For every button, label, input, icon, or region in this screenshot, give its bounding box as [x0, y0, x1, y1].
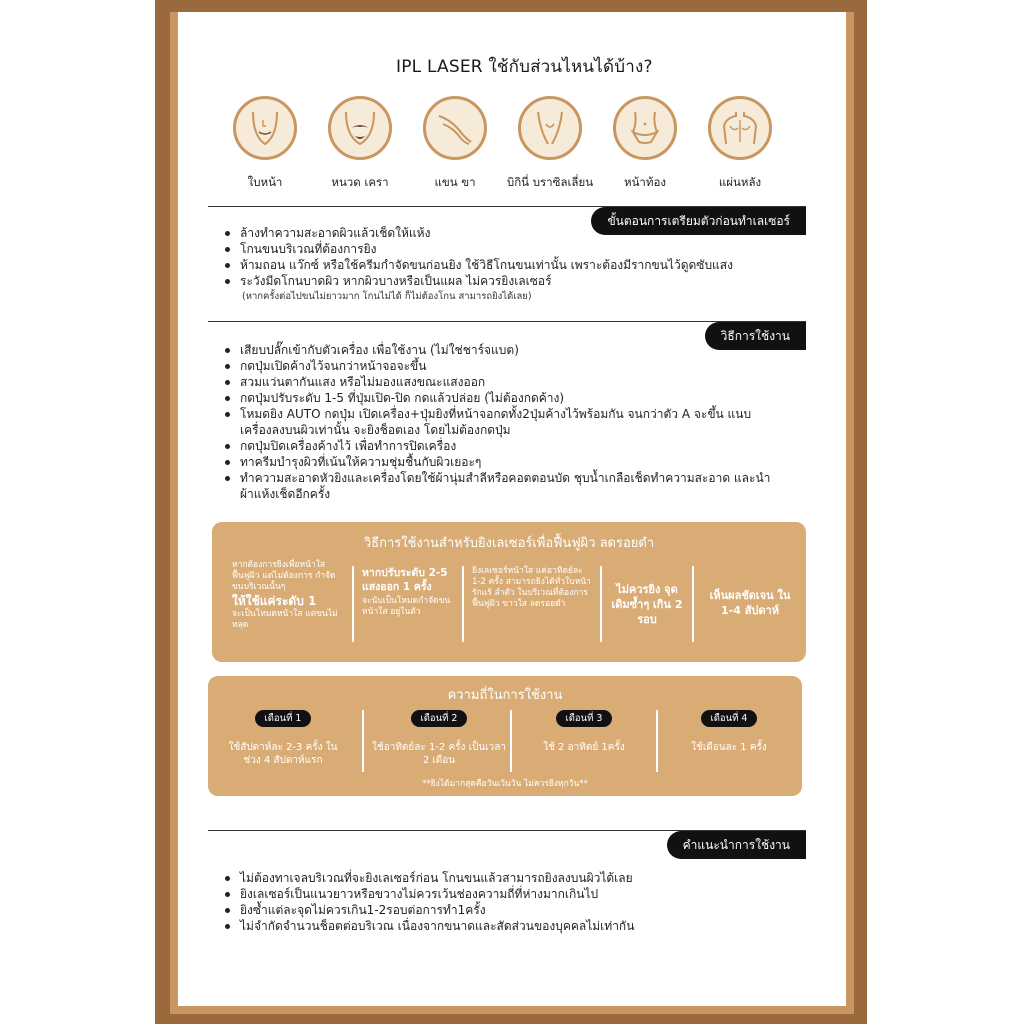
list-item: ห้ามถอน แว๊กซ์ หรือใช้ครีมกำจัดขนก่อนยิง ใช้วิธีโกนขนเท่านั้น เพราะต้องมีรากขนไว้ดูดซับแสง [222, 257, 733, 273]
rejuvenation-card [212, 522, 806, 662]
column-divider [600, 566, 602, 642]
column-divider [692, 566, 694, 642]
list-item: กดปุ่มปรับระดับ 1-5 ที่ปุ่มเปิด-ปิด กดแล้วปล่อย (ไม่ต้องกดค้าง) [222, 390, 777, 406]
month-col-1 [222, 710, 344, 767]
area-label: แขน ขา [434, 175, 476, 189]
abdomen-icon [613, 96, 677, 160]
area-label: ใบหน้า [247, 175, 283, 189]
prep-tag: ขั้นตอนการเตรียมตัวก่อนทำเลเซอร์ [591, 207, 806, 235]
column-divider [362, 710, 364, 772]
list-item: โกนขนบริเวณที่ต้องการยิง [222, 241, 733, 257]
column-divider [352, 566, 354, 642]
column-divider [462, 566, 464, 642]
beard-icon [328, 96, 392, 160]
list-item: ยิงซ้ำแต่ละจุดไม่ควรเกิน1-2รอบต่อการทำ1ครั้ง [222, 902, 634, 918]
prep-list [222, 225, 733, 305]
month-pill: เดือนที่ 3 [556, 710, 613, 727]
column-divider [656, 710, 658, 772]
area-label: บิกินี่ บราซิลเลี่ยน [506, 175, 594, 189]
rejuv-col3: ยิงเลเซอร์หน้าใส แค่อาทิตย์ละ 1-2 ครั้ง สามารถยิงได้ทั่วใบหน้า รักแร้ ลำตัว ในบริเวณที่ต้องการฟื้นฟูผิว ขาวใส ลดรอยดำ [472, 566, 591, 609]
area-face [225, 96, 305, 196]
advice-list [222, 870, 634, 934]
list-item: ทาครีมบำรุงผิวที่เน้นให้ความชุ่มชื้นกับผิวเยอะๆ [222, 454, 777, 470]
list-item: ยิงเลเซอร์เป็นแนวยาวหรือขวางไม่ควรเว้นช่องความถี่ที่ห่างมากเกินไป [222, 886, 634, 902]
rejuv-col2-small: จะนับเป็นโหมดกำจัดขนหน้าใส อยู่ในตัว [362, 596, 451, 617]
face-icon [233, 96, 297, 160]
month-text: ใช้สัปดาห์ละ 2-3 ครั้ง ในช่วง 4 สัปดาห์แรก [228, 742, 338, 766]
list-item: กดปุ่มปิดเครื่องค้างไว้ เพื่อทำการปิดเครื่อง [222, 438, 777, 454]
page-title: IPL LASER ใช้กับส่วนไหนได้บ้าง? [396, 57, 653, 77]
rejuv-col2-big: หากปรับระดับ 2-5 แสงออก 1 ครั้ง [362, 567, 448, 593]
list-item: กดปุ่มเปิดค้างไว้จนกว่าหน้าจอจะขึ้น [222, 358, 777, 374]
list-item: ทำความสะอาดหัวยิงและเครื่องโดยใช้ผ้านุ่มสำลีหรือคอตตอนบัด ชุบน้ำเกลือเช็ดทำความสะอาด และนำผ้าแห้งเช็ดอีกครั้ง [222, 470, 777, 502]
month-text: ใช้เดือนละ 1 ครั้ง [691, 742, 767, 753]
area-bikini [506, 96, 594, 196]
area-label: หน้าท้อง [623, 175, 666, 189]
frequency-title: ความถี่ในการใช้งาน [447, 688, 563, 703]
rejuv-col-1 [232, 560, 344, 631]
frequency-card [208, 676, 802, 796]
area-label: หนวด เครา [331, 175, 389, 189]
list-item: ระวังมีดโกนบาดผิว หากผิวบางหรือเป็นแผล ไม่ควรยิงเลเซอร์ [222, 273, 733, 289]
list-item: ไม่ต้องทาเจลบริเวณที่จะยิงเลเซอร์ก่อน โกนขนแล้วสามารถยิงลงบนผิวได้เลย [222, 870, 634, 886]
list-item: สวมแว่นตากันแสง หรือไม่มองแสงขณะแสงออก [222, 374, 777, 390]
list-item: เสียบปลั๊กเข้ากับตัวเครื่อง เพื่อใช้งาน (ไม่ใช่ชาร์จแบต) [222, 342, 777, 358]
month-text: ใช้ 2 อาทิตย์ 1ครั้ง [543, 742, 625, 753]
area-back [700, 96, 780, 196]
list-item: ล้างทำความสะอาดผิวแล้วเช็ดให้แห้ง [222, 225, 733, 241]
back-icon [708, 96, 772, 160]
rejuv-col5: เห็นผลชัดเจน ใน 1-4 สัปดาห์ [709, 589, 791, 617]
prep-note: (หากครั้งต่อไปขนไม่ยาวมาก โกนไม่ได้ ก็ไม่ต้องโกน สามารถยิงได้เลย) [242, 291, 532, 302]
month-pill: เดือนที่ 1 [255, 710, 312, 727]
area-label: แผ่นหลัง [718, 175, 762, 189]
month-pill: เดือนที่ 2 [411, 710, 468, 727]
rejuv-col1-big: ให้ใช้แค่ระดับ 1 [232, 594, 317, 608]
rejuv-col1-small: หากต้องการยิงเพื่อหน้าใส ฟื้นฟูผิว แต่ไม่ต้องการ กำจัดขนบริเวณนั้นๆ [232, 560, 336, 592]
rejuv-col1-after: จะเป็นโหมดหน้าใส แต่ขนไม่หลุด [232, 609, 338, 630]
column-divider [510, 710, 512, 772]
month-text: ใช้อาทิตย์ละ 1-2 ครั้ง เป็นเวลา 2 เดือน [372, 742, 506, 766]
rejuvenation-title: วิธีการใช้งานสำหรับยิงเลเซอร์เพื่อฟื้นฟูผิว ลดรอยดำ [363, 536, 655, 551]
area-abdomen [605, 96, 685, 196]
list-item: โหมดยิง AUTO กดปุ่ม เปิดเครื่อง+ปุ่มยิงที่หน้าจอกดทั้ง2ปุ่มค้างไว้พร้อมกัน จนกว่าตัว A จะขึ้น แนบเครื่องลงบนผิวเท่านั้น จะยิงช็อตเอง โดยไม่ต้องกดปุ่ม [222, 406, 777, 438]
month-col-4 [664, 710, 794, 754]
usage-tag: วิธีการใช้งาน [705, 322, 806, 350]
month-col-2 [370, 710, 508, 767]
area-beard [320, 96, 400, 196]
rejuv-col4: ไม่ควรยิง จุดเดิมซ้ำๆ เกิน 2 รอบ [611, 583, 683, 626]
frequency-footnote: **ยิงได้มากสุดคือวันเว้นวัน ไม่ควรยิงทุกวัน** [422, 779, 588, 789]
advice-tag: คำแนะนำการใช้งาน [667, 831, 806, 859]
rejuv-col-2 [362, 566, 454, 618]
list-item: ไม่จำกัดจำนวนช็อตต่อบริเวณ เนื่องจากขนาดและสัดส่วนของบุคคลไม่เท่ากัน [222, 918, 634, 934]
area-legs [415, 96, 495, 196]
legs-icon [423, 96, 487, 160]
bikini-icon [518, 96, 582, 160]
month-pill: เดือนที่ 4 [701, 710, 758, 727]
usage-list [222, 342, 777, 502]
month-col-3 [518, 710, 650, 754]
body-areas [225, 96, 780, 196]
